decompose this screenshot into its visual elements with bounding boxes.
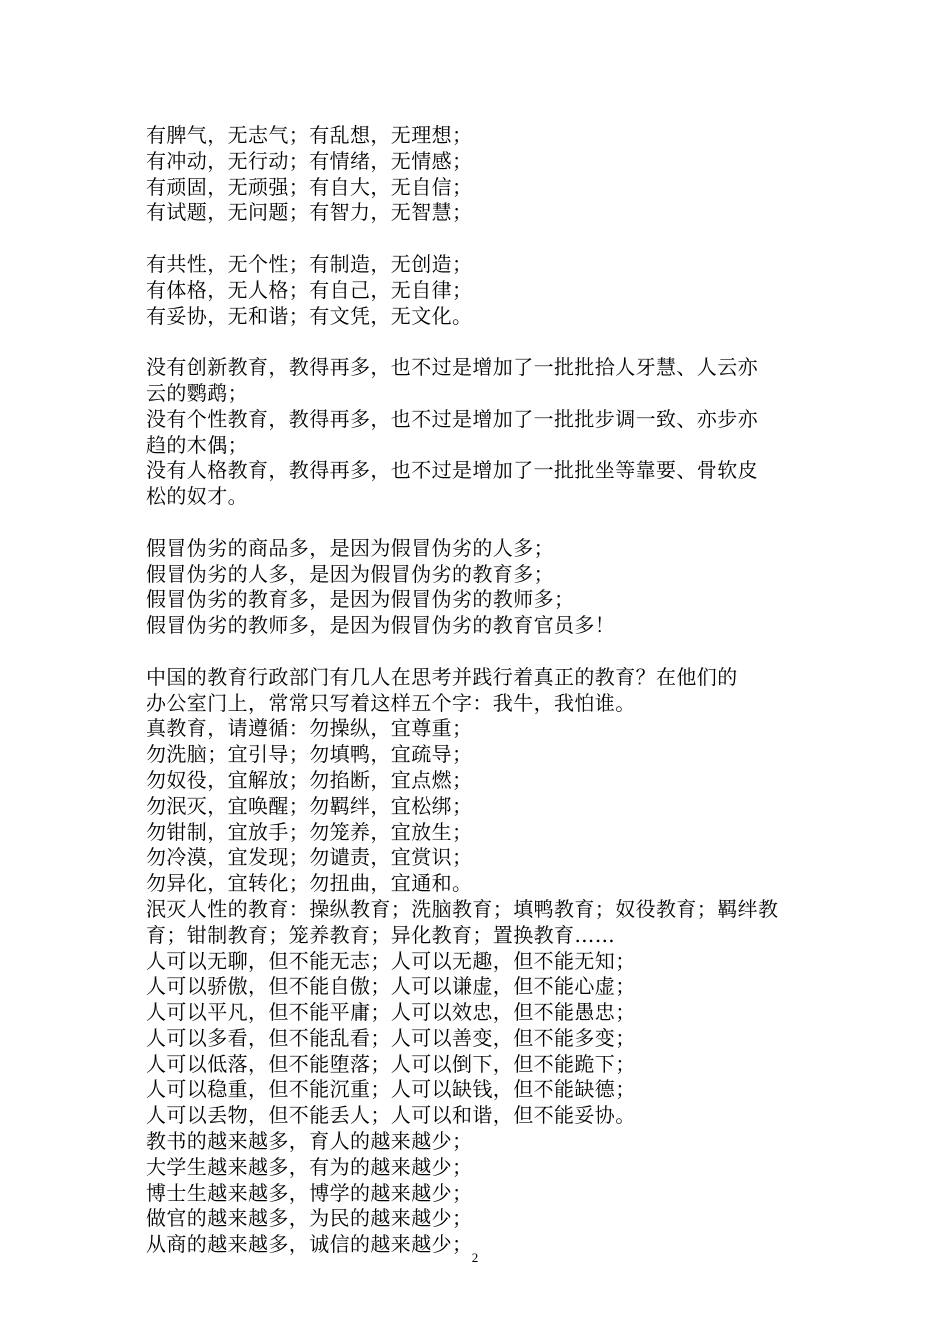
text-line: 博士生越来越多，博学的越来越少；: [146, 1180, 473, 1205]
text-line: 勿奴役，宜解放；勿掐断，宜点燃；: [146, 767, 473, 792]
text-line: 没有个性教育，教得再多，也不过是增加了一批批步调一致、亦步亦: [146, 406, 758, 431]
text-line: 有妥协，无和谐；有文凭，无文化。: [146, 303, 473, 328]
paragraph: [146, 536, 816, 639]
text-line: 勿异化，宜转化；勿扭曲，宜通和。: [146, 871, 473, 896]
text-line: 教书的越来越多，育人的越来越少；: [146, 1129, 473, 1154]
paragraph: [146, 252, 816, 329]
text-line: 办公室门上，常常只写着这样五个字：我牛，我怕谁。: [146, 690, 636, 715]
text-line: 云的鹦鹉；: [146, 380, 248, 405]
text-line: 做官的越来越多，为民的越来越少；: [146, 1206, 473, 1231]
text-line: 从商的越来越多，诚信的越来越少；: [146, 1232, 473, 1257]
paragraph: [146, 665, 816, 1258]
text-line: 没有人格教育，教得再多，也不过是增加了一批批坐等靠要、骨软皮: [146, 458, 758, 483]
text-line: 人可以骄傲，但不能自傲；人可以谦虚，但不能心虚；: [146, 974, 636, 999]
text-line: 大学生越来越多，有为的越来越少；: [146, 1154, 473, 1179]
page-number: 2: [471, 1250, 479, 1265]
text-line: 有体格，无人格；有自己，无自律；: [146, 277, 473, 302]
text-line: 有共性，无个性；有制造，无创造；: [146, 251, 473, 276]
text-line: 勿冷漠，宜发现；勿谴责，宜赏识；: [146, 845, 473, 870]
text-line: 人可以稳重，但不能沉重；人可以缺钱，但不能缺德；: [146, 1077, 636, 1102]
text-line: 人可以多看，但不能乱看；人可以善变，但不能多变；: [146, 1025, 636, 1050]
text-line: 真教育，请遵循：勿操纵，宜尊重；: [146, 716, 473, 741]
text-line: 假冒伪劣的教师多，是因为假冒伪劣的教育官员多！: [146, 613, 616, 638]
text-line: 趋的木偶；: [146, 432, 248, 457]
text-line: 没有创新教育，教得再多，也不过是增加了一批批拾人牙慧、人云亦: [146, 355, 758, 380]
paragraph-spacer: [146, 639, 816, 665]
paragraph: [146, 123, 816, 226]
text-line: 人可以无聊，但不能无志；人可以无趣，但不能无知；: [146, 948, 636, 973]
text-line: 有冲动，无行动；有情绪，无情感；: [146, 148, 473, 173]
text-line: 有顽固，无顽强；有自大，无自信；: [146, 174, 473, 199]
text-line: 泯灭人性的教育：操纵教育；洗脑教育；填鸭教育；奴役教育；羁绊教: [146, 896, 779, 921]
paragraph-spacer: [146, 226, 816, 252]
text-line: 松的奴才。: [146, 484, 248, 509]
text-line: 人可以低落，但不能堕落；人可以倒下，但不能跪下；: [146, 1051, 636, 1076]
text-line: 有试题，无问题；有智力，无智慧；: [146, 200, 473, 225]
text-line: 人可以平凡，但不能平庸；人可以效忠，但不能愚忠；: [146, 1000, 636, 1025]
paragraph-spacer: [146, 510, 816, 536]
text-line: 勿泯灭，宜唤醒；勿羁绊，宜松绑；: [146, 793, 473, 818]
text-line: 育；钳制教育；笼养教育；异化教育；置换教育……: [146, 922, 616, 947]
paragraph: [146, 355, 816, 510]
text-line: 人可以丢物，但不能丢人；人可以和谐，但不能妥协。: [146, 1103, 636, 1128]
text-line: 中国的教育行政部门有几人在思考并践行着真正的教育？在他们的: [146, 664, 738, 689]
text-line: 假冒伪劣的人多，是因为假冒伪劣的教育多；: [146, 561, 554, 586]
text-line: 假冒伪劣的商品多，是因为假冒伪劣的人多；: [146, 535, 554, 560]
paragraph-spacer: [146, 329, 816, 355]
text-line: 假冒伪劣的教育多，是因为假冒伪劣的教师多；: [146, 587, 575, 612]
text-line: 勿洗脑；宜引导；勿填鸭，宜疏导；: [146, 742, 473, 767]
text-line: 有脾气，无志气；有乱想，无理想；: [146, 123, 473, 147]
text-line: 勿钳制，宜放手；勿笼养，宜放生；: [146, 819, 473, 844]
document-body: [146, 123, 816, 1258]
